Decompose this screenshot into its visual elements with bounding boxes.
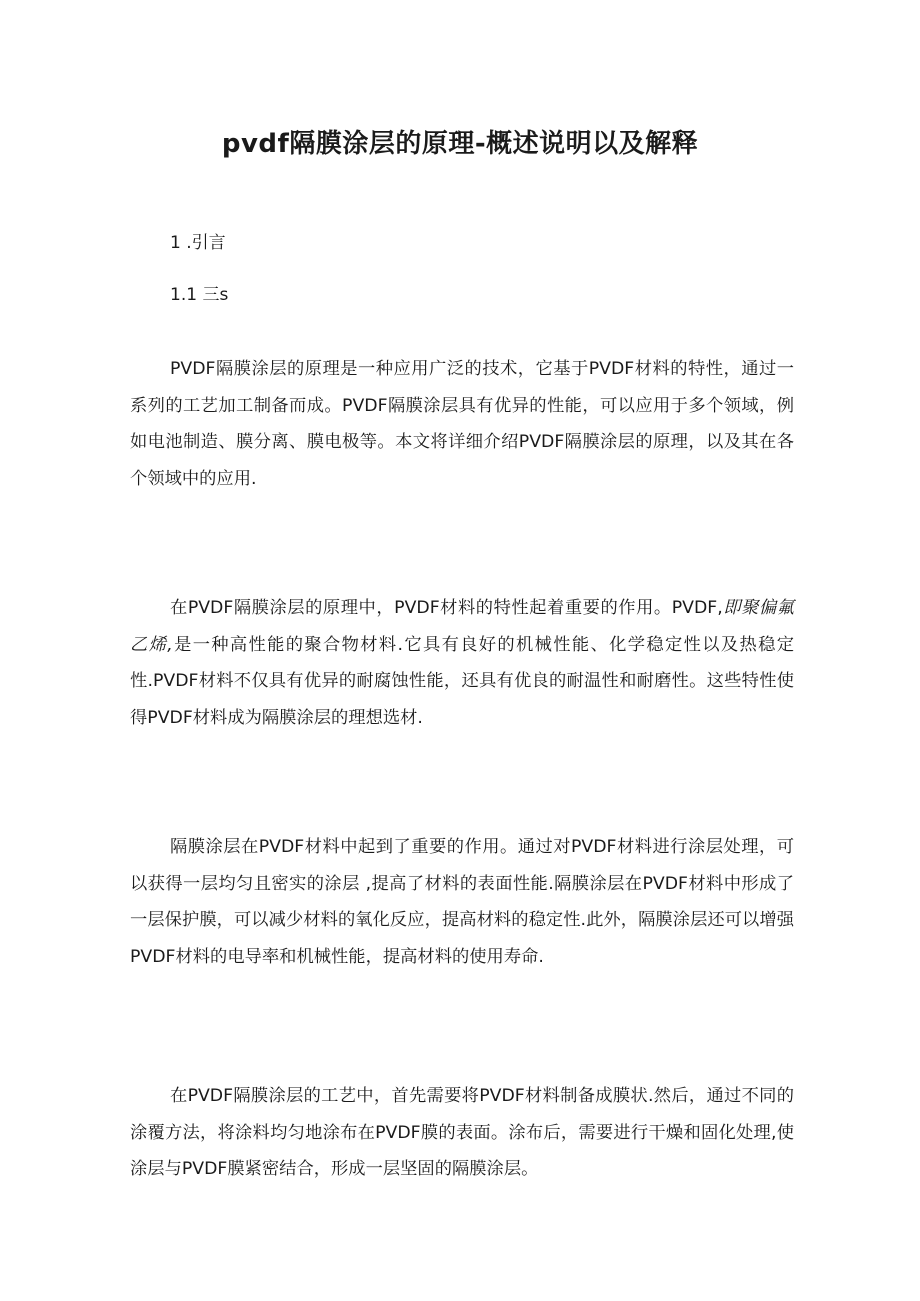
paragraph-overview: PVDF隔膜涂层的原理是一种应用广泛的技术，它基于PVDF材料的特性，通过一系列的工艺加工制备而成。PVDF隔膜涂层具有优异的性能，可以应用于多个领域，例如电池制造、膜分离、膜电极等。本文将详细介绍PVDF隔膜涂层的原理，以及其在各个领域中的应用. <box>130 359 794 489</box>
paragraph-material-properties <box>130 590 794 736</box>
paragraph-coating-role: 隔膜涂层在PVDF材料中起到了重要的作用。通过对PVDF材料进行涂层处理，可以获得一层均匀且密实的涂层 ,提高了材料的表面性能.隔膜涂层在PVDF材料中形成了一层保护膜，可以减少材料的氧化反应，提高材料的稳定性.此外，隔膜涂层还可以增强PVDF材料的电导率和机械性能，提高材料的使用寿命. <box>130 837 794 967</box>
section-heading-introduction: 1 .引言 <box>170 233 226 253</box>
document-title: pvdf隔膜涂层的原理-概述说明以及解释 <box>221 129 699 159</box>
paragraph-text: 在PVDF隔膜涂层的原理中，PVDF材料的特性起着重要的作用。PVDF, <box>170 598 723 618</box>
paragraph-coating-process: 在PVDF隔膜涂层的工艺中，首先需要将PVDF材料制备成膜状.然后，通过不同的涂覆方法，将涂料均匀地涂布在PVDF膜的表面。涂布后，需要进行干燥和固化处理,使涂层与PVDF膜紧密结合，形成一层坚固的隔膜涂层。 <box>130 1086 794 1179</box>
paragraph-italic-text: 即聚偏氟乙烯, <box>130 598 794 655</box>
paragraph-text: 是一种高性能的聚合物材料.它具有良好的机械性能、化学稳定性以及热稳定性.PVDF材料不仅具有优异的耐腐蚀性能，还具有优良的耐温性和耐磨性。这些特性使得PVDF材料成为隔膜涂层的理想选材. <box>130 634 794 728</box>
subsection-heading: 1.1 三s <box>170 285 229 305</box>
